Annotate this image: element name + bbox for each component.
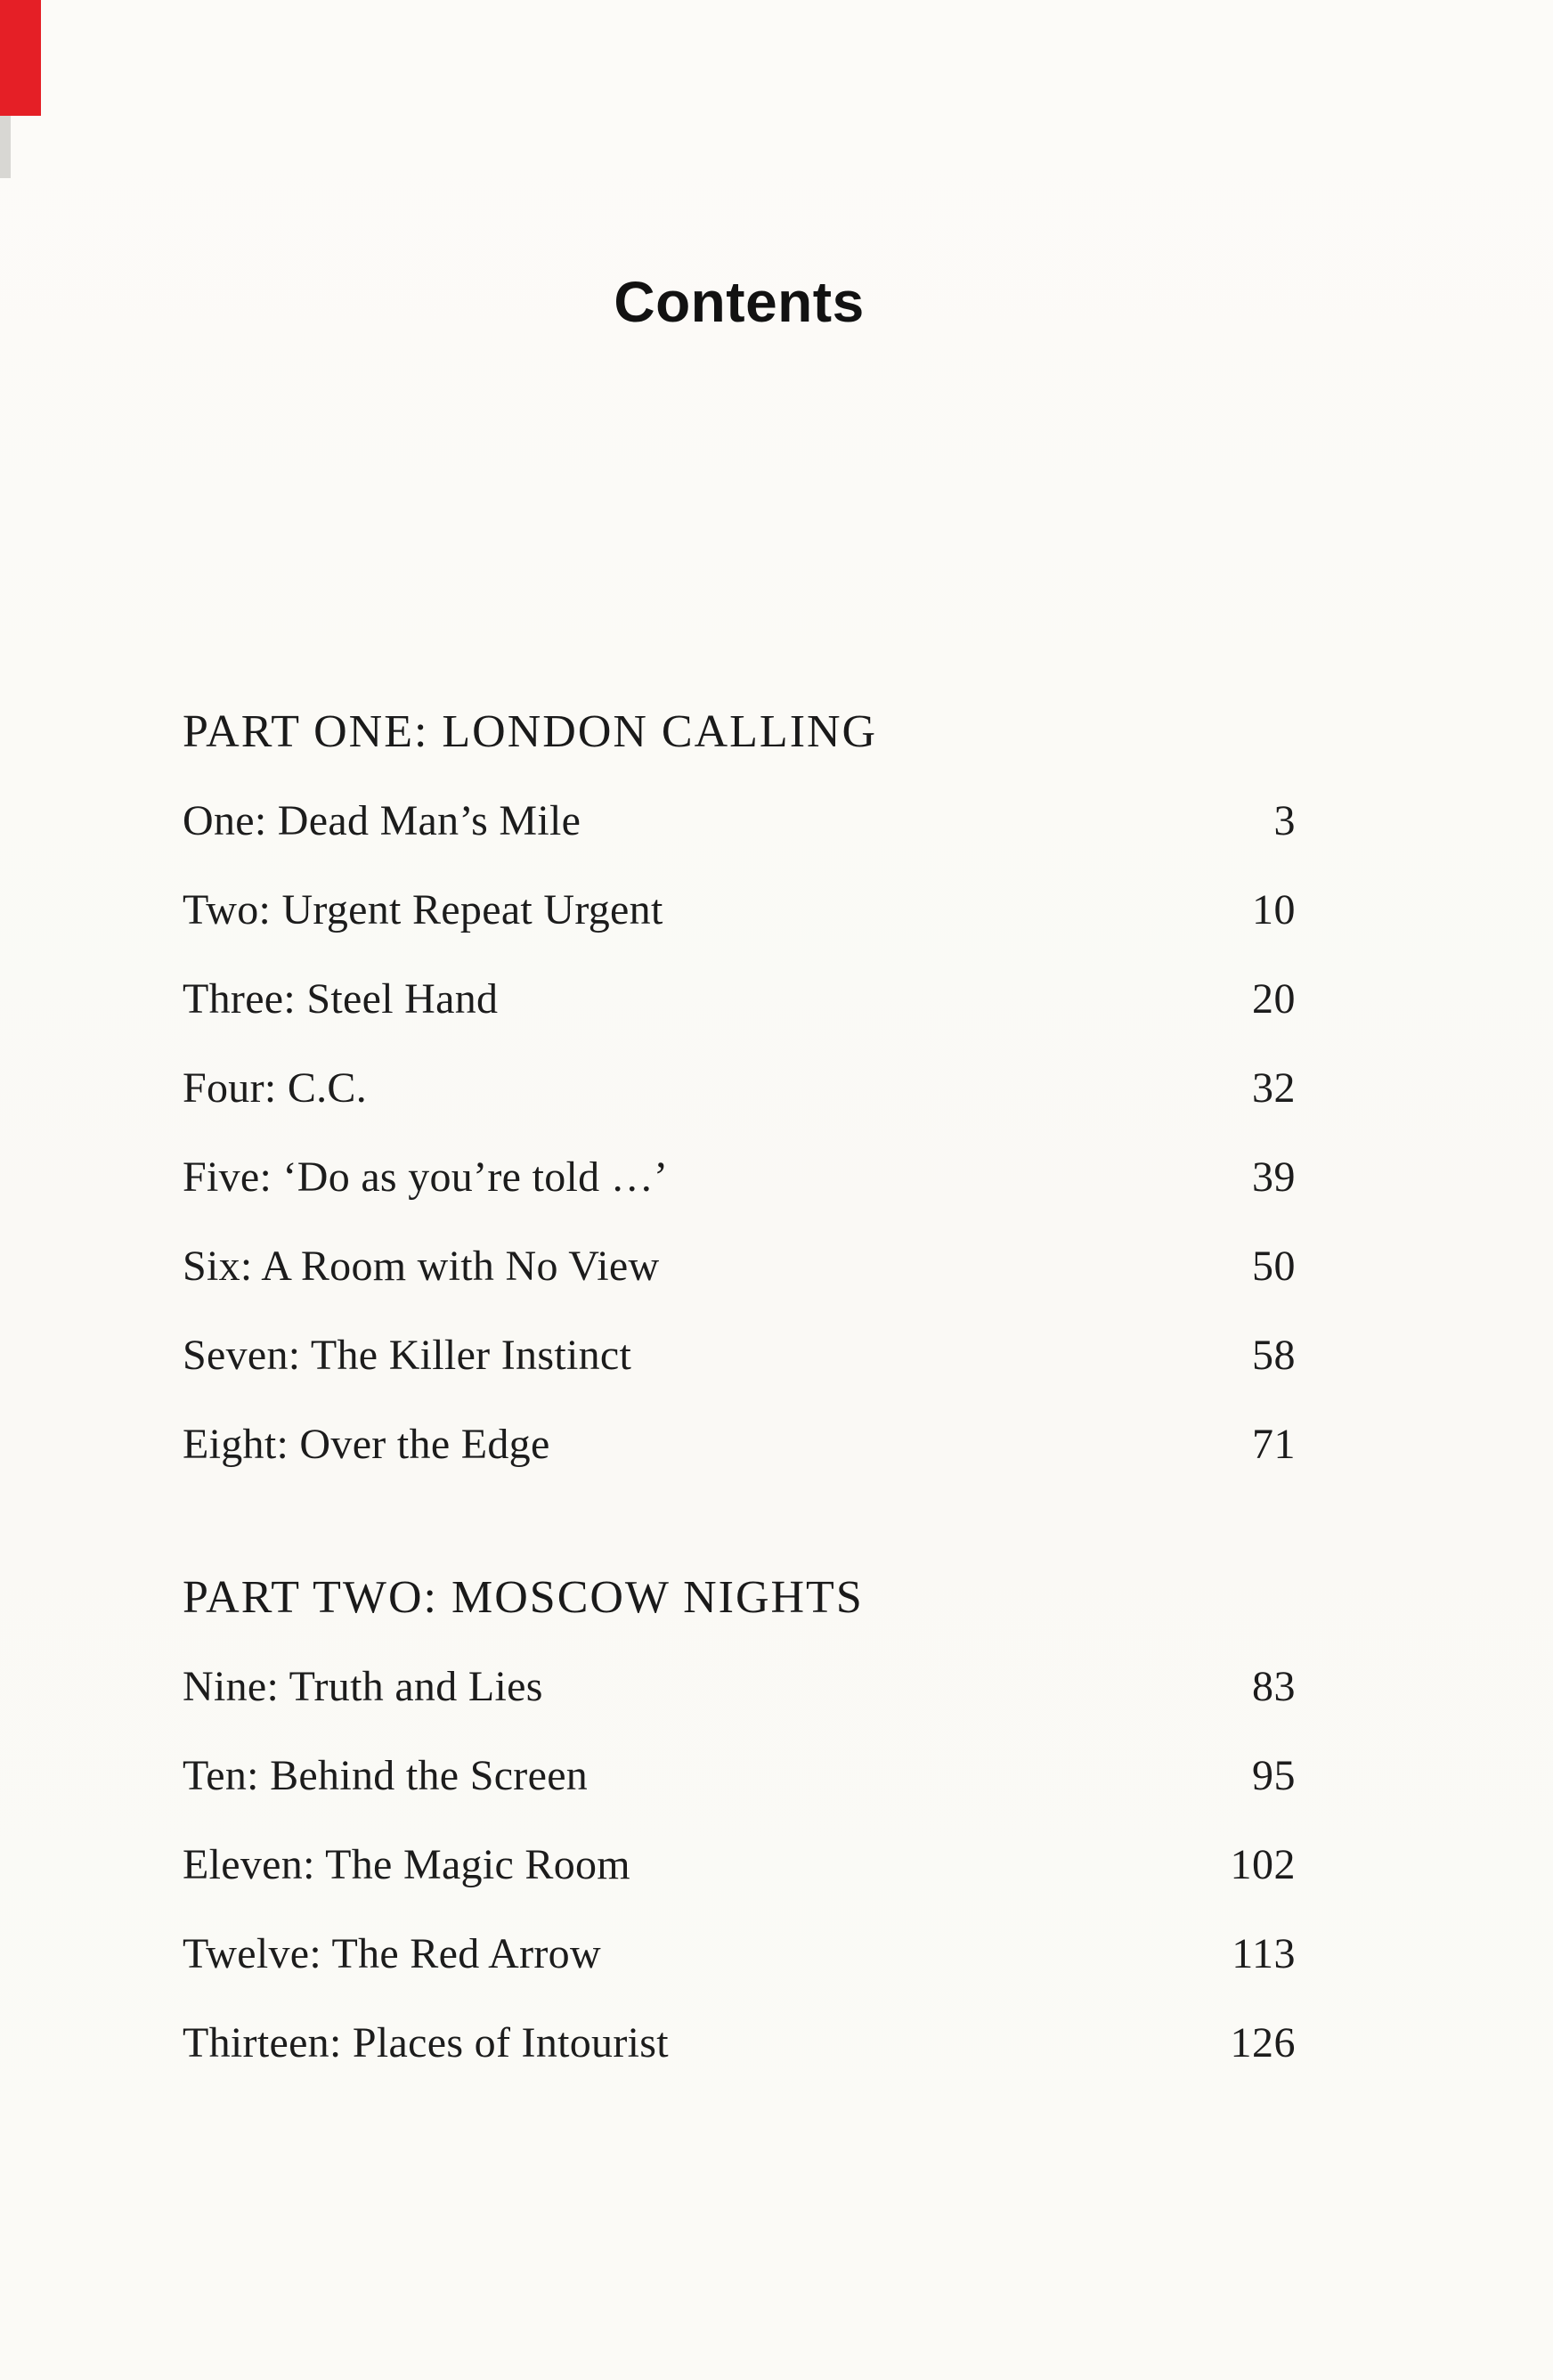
entry-label: Eleven: The Magic Room [183, 1841, 630, 1888]
entry-page-number: 71 [1252, 1421, 1296, 1468]
part-two-heading: PART TWO: MOSCOW NIGHTS [183, 1572, 864, 1623]
table-of-contents [183, 688, 1296, 2088]
entry-label: Four: C.C. [183, 1064, 368, 1112]
entry-page-number: 32 [1252, 1064, 1296, 1112]
toc-entry [183, 1910, 1296, 1999]
entry-page-number: 10 [1252, 886, 1296, 933]
entry-label: Three: Steel Hand [183, 975, 499, 1023]
entry-page-number: 20 [1252, 975, 1296, 1023]
entry-page-number: 126 [1230, 2019, 1296, 2066]
entry-label: Twelve: The Red Arrow [183, 1930, 601, 1977]
entry-page-number: 39 [1252, 1153, 1296, 1201]
toc-entry [183, 1999, 1296, 2088]
toc-entry [183, 1821, 1296, 1910]
toc-part-one [183, 688, 1296, 1489]
entry-page-number: 95 [1252, 1752, 1296, 1799]
toc-entry [183, 866, 1296, 955]
entry-label: Ten: Behind the Screen [183, 1752, 589, 1799]
part-one-heading: PART ONE: LONDON CALLING [183, 706, 878, 757]
toc-entry [183, 1311, 1296, 1400]
entry-label: Five: ‘Do as you’re told …’ [183, 1153, 669, 1201]
entry-label: Six: A Room with No View [183, 1243, 660, 1290]
contents-title: Contents [614, 270, 865, 334]
entry-page-number: 113 [1232, 1930, 1296, 1977]
entry-page-number: 58 [1252, 1332, 1296, 1379]
entry-label: Two: Urgent Repeat Urgent [183, 886, 663, 933]
entry-label: Thirteen: Places of Intourist [183, 2019, 669, 2066]
red-edge-stripe [0, 0, 41, 116]
entry-label: Eight: Over the Edge [183, 1421, 550, 1468]
entry-page-number: 3 [1273, 797, 1296, 844]
gray-edge-sliver [0, 116, 11, 178]
toc-entry [183, 1400, 1296, 1489]
entry-page-number: 50 [1252, 1243, 1296, 1290]
toc-part-two [183, 1553, 1296, 2088]
entry-label: One: Dead Man’s Mile [183, 797, 581, 844]
entry-page-number: 83 [1252, 1663, 1296, 1710]
entry-label: Nine: Truth and Lies [183, 1663, 543, 1710]
toc-entry [183, 1642, 1296, 1732]
entry-page-number: 102 [1230, 1841, 1296, 1888]
toc-entry [183, 955, 1296, 1044]
toc-entry [183, 1044, 1296, 1133]
entry-label: Seven: The Killer Instinct [183, 1332, 632, 1379]
toc-entry [183, 1133, 1296, 1222]
toc-entry [183, 1732, 1296, 1821]
toc-entry [183, 777, 1296, 866]
toc-entry [183, 1222, 1296, 1311]
